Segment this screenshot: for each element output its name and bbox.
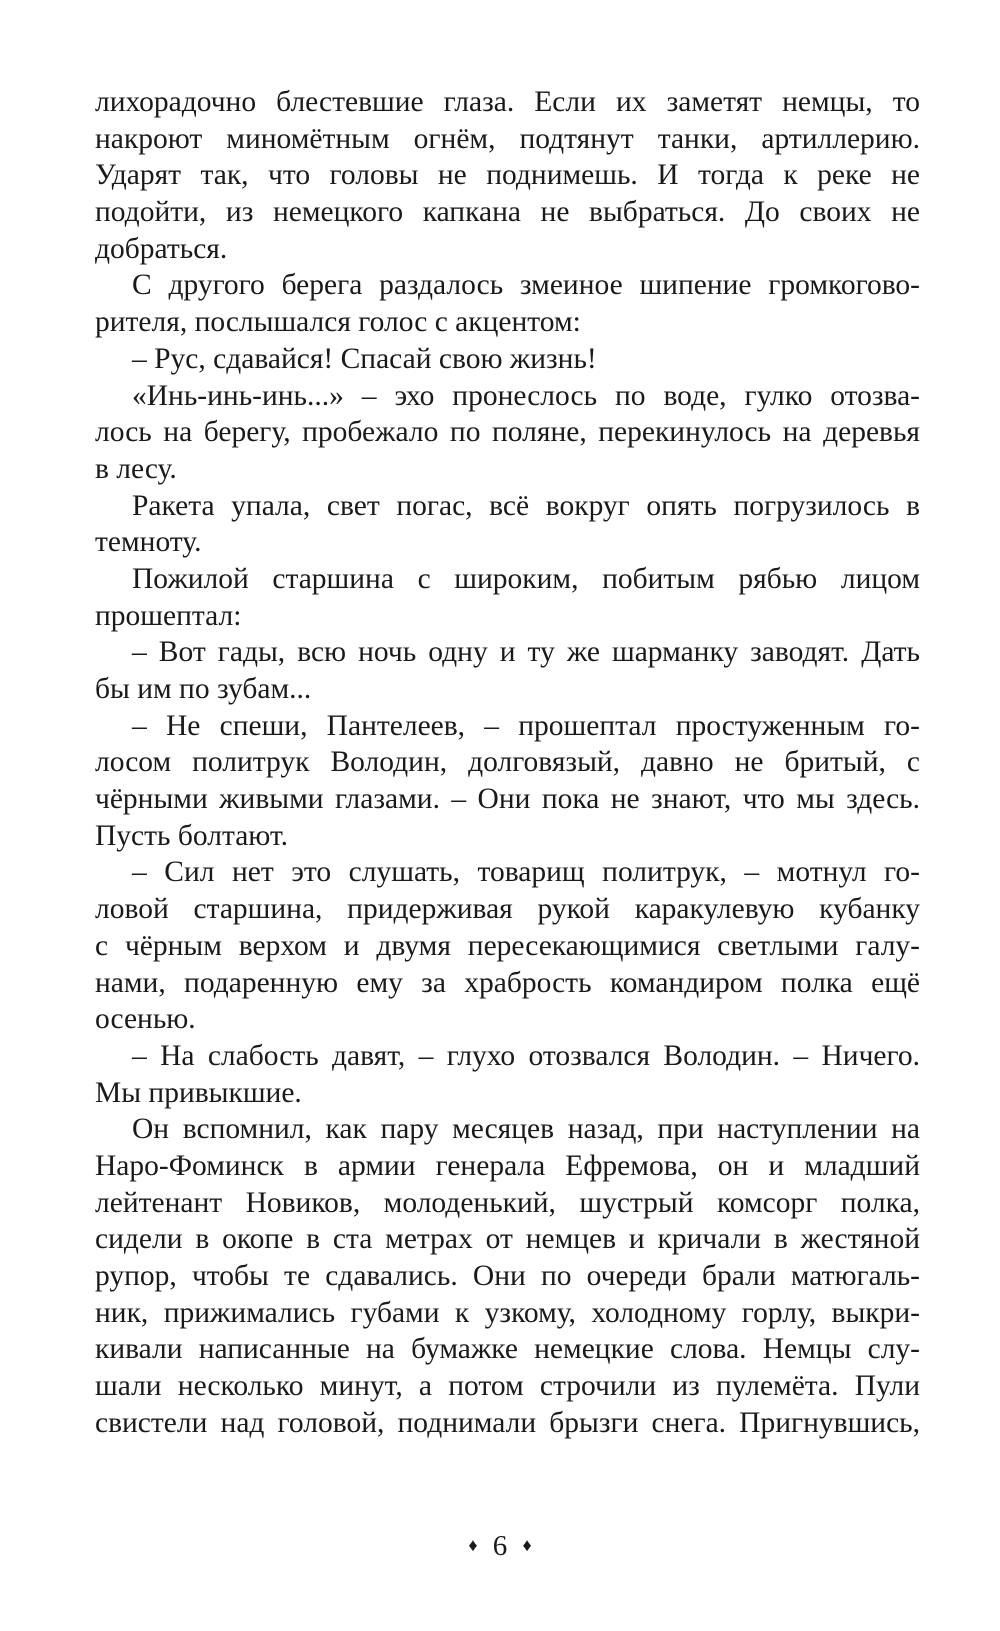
diamond-ornament-icon: ♦ — [522, 1535, 532, 1556]
text-line: рупор, чтобы те сдавались. Они по очереди брали матюгаль- — [95, 1260, 920, 1292]
text-line: накроют миномётным огнём, подтянут танки, артиллерию. — [95, 122, 920, 155]
text-line: кивали написанные на бумажке немецкие слова. Немцы слу- — [95, 1333, 920, 1366]
text-line: С другого берега раздалось змеиное шипение громкогово- — [132, 269, 920, 302]
text-line: нами, подаренную ему за храбрость командиром полка ещё — [95, 966, 920, 999]
text-line: Мы привыкшие. — [95, 1076, 302, 1109]
text-line: осенью. — [95, 1003, 196, 1036]
text-line: лихорадочно блестевшие глаза. Если их заметят немцы, то — [95, 86, 920, 118]
text-line: темноту. — [95, 526, 202, 559]
text-line: шали несколько минут, а потом строчили из пулемёта. Пули — [95, 1370, 920, 1403]
text-line: Пожилой старшина с широким, побитым рябью лицом — [132, 562, 920, 595]
text-line: с чёрным верхом и двумя пересекающимися светлыми галу- — [95, 929, 920, 962]
text-line: Ракета упала, свет погас, всё вокруг опять погрузилось в — [132, 489, 920, 522]
text-line: лосом политрук Володин, долговязый, давно не бритый, с — [95, 746, 920, 779]
text-line: – Рус, сдавайся! Спасай свою жизнь! — [132, 342, 597, 375]
diamond-ornament-icon: ♦ — [468, 1535, 478, 1556]
text-line: лейтенант Новиков, молоденький, шустрый комсорг полка, — [95, 1186, 920, 1219]
text-line: ник, прижимались губами к узкому, холодному горлу, выкри- — [95, 1296, 920, 1329]
text-line: Ударят так, что головы не поднимешь. И тогда к реке не — [95, 159, 920, 192]
text-line: «Инь-инь-инь...» – эхо пронеслось по воде, гулко отозва- — [132, 379, 920, 412]
text-line: сидели в окопе в ста метрах от немцев и кричали в жестяной — [95, 1223, 920, 1256]
text-line: ловой старшина, придерживая рукой каракулевую кубанку — [95, 893, 920, 926]
page-footer — [0, 1528, 1000, 1566]
text-line: рителя, послышался голос с акцентом: — [95, 306, 581, 339]
text-line: – Вот гады, всю ночь одну и ту же шарманку заводят. Дать — [132, 636, 920, 669]
text-line: Он вспомнил, как пару месяцев назад, при наступлении на — [132, 1113, 920, 1146]
text-line: – Не спеши, Пантелеев, – прошептал простуженным го- — [132, 709, 920, 742]
text-line: бы им по зубам... — [95, 673, 312, 705]
text-line: Пусть болтают. — [95, 819, 289, 852]
text-line: прошептал: — [95, 599, 242, 632]
text-line: добраться. — [95, 232, 228, 265]
text-line: свистели над головой, поднимали брызги снега. Пригнувшись, — [95, 1406, 920, 1439]
text-line: лось на берегу, пробежало по поляне, перекинулось на деревья — [95, 416, 920, 449]
text-line: подойти, из немецкого капкана не выбраться. До своих не — [95, 196, 920, 229]
text-line: – Сил нет это слушать, товарищ политрук, – мотнул го- — [132, 856, 920, 889]
text-line: чёрными живыми глазами. – Они пока не знают, что мы здесь. — [95, 783, 920, 816]
text-line: в лесу. — [95, 452, 177, 485]
text-line: – На слабость давят, – глухо отозвался Володин. – Ничего. — [132, 1039, 920, 1072]
text-line: Наро-Фоминск в армии генерала Ефремова, он и младший — [95, 1149, 920, 1182]
page-number: 6 — [492, 1530, 508, 1562]
body-text — [95, 84, 920, 1441]
